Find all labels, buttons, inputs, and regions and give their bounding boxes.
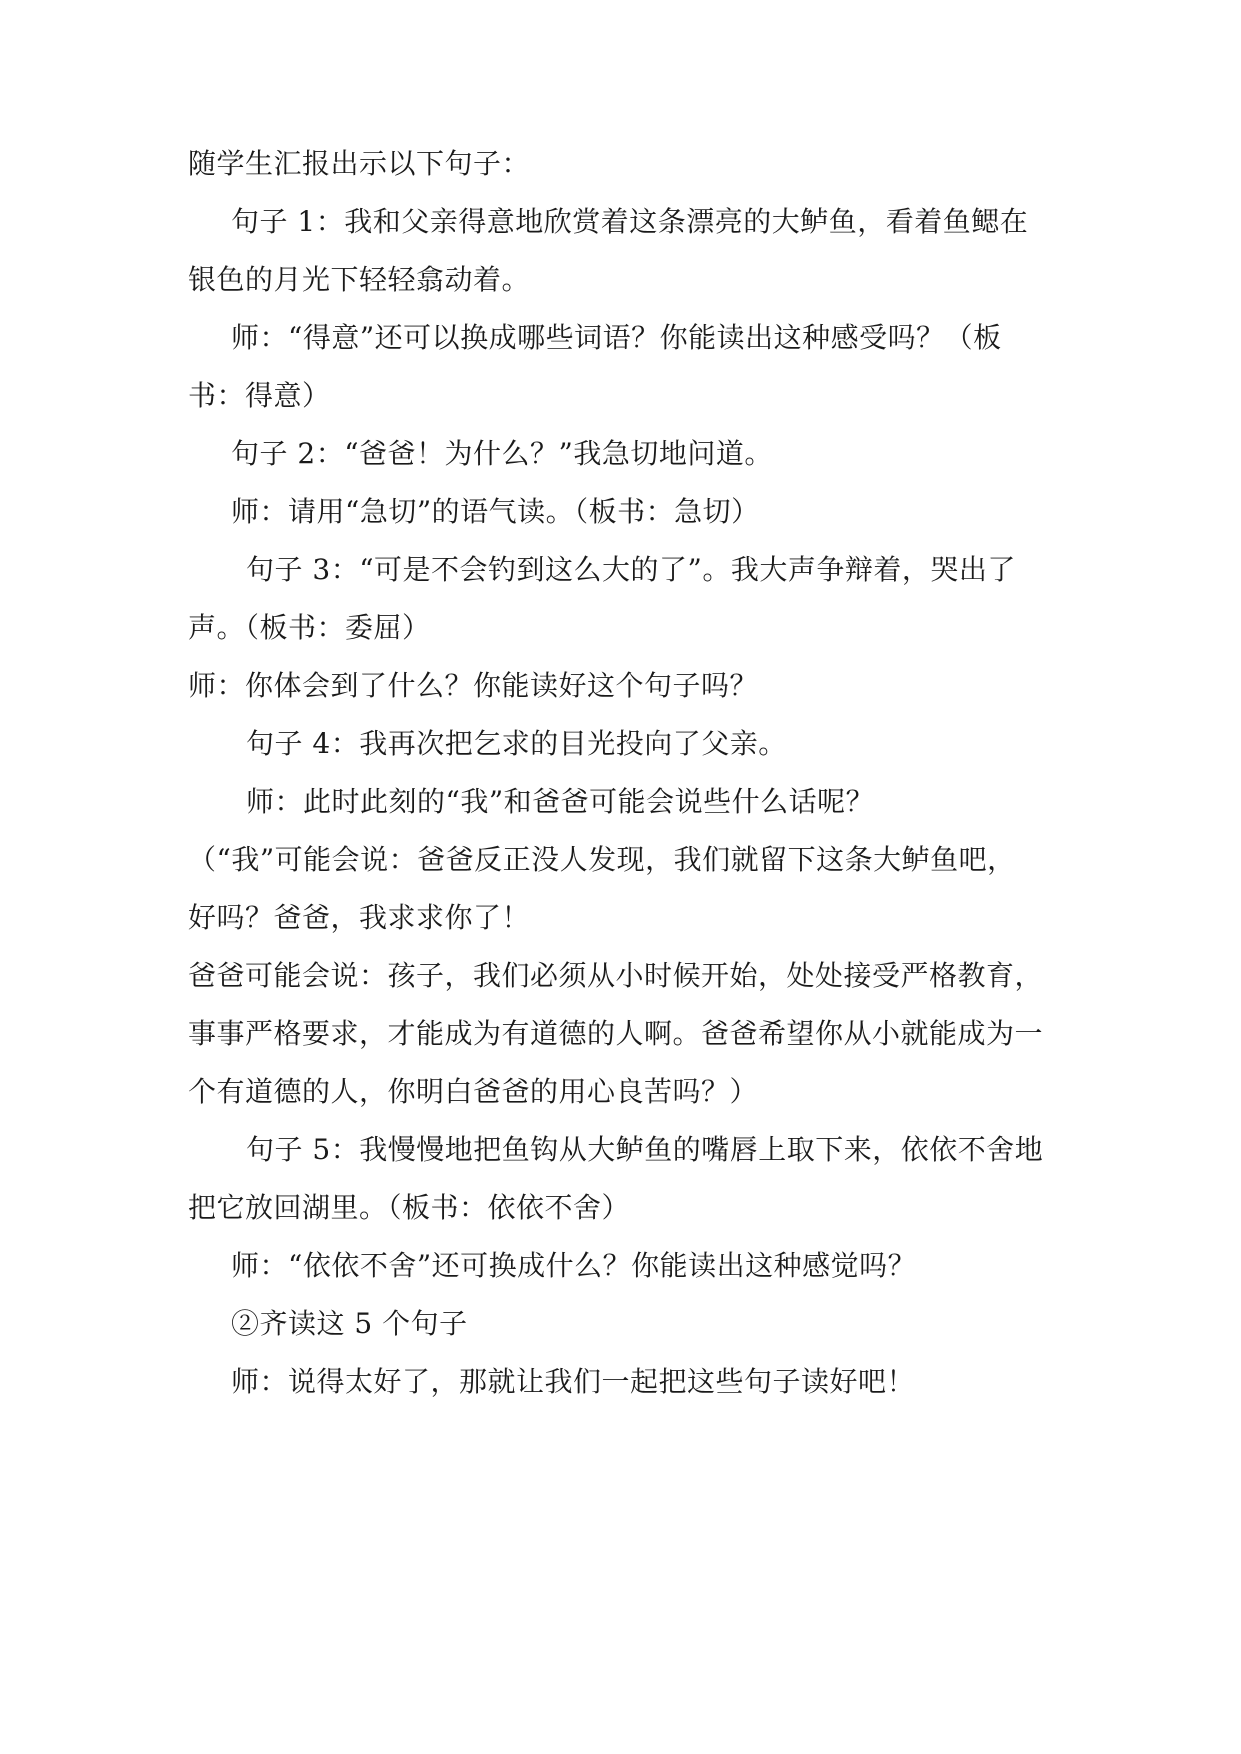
text-line: 书：得意） [188,379,331,412]
text-line: 句子 3：“可是不会钓到这么大的了”。我大声争辩着，哭出了 [246,553,1016,586]
text-line: 爸爸可能会说：孩子，我们必须从小时候开始，处处接受严格教育， [188,959,1044,992]
text-line: （“我”可能会说：爸爸反正没人发现，我们就留下这条大鲈鱼吧， [188,843,1016,876]
text-line: 句子 4：我再次把乞求的目光投向了父亲。 [246,727,787,760]
text-line: 个有道德的人，你明白爸爸的用心良苦吗？） [188,1075,759,1108]
text-line: 师：说得太好了，那就让我们一起把这些句子读好吧！ [231,1365,916,1398]
text-line: 声。（板书：委屈） [188,611,431,644]
text-line: 句子 2：“爸爸！为什么？”我急切地问道。 [231,437,773,470]
text-line: 师：“依依不舍”还可换成什么？你能读出这种感觉吗？ [231,1249,917,1282]
text-line: 师：你体会到了什么？你能读好这个句子吗？ [188,669,759,702]
text-line: 师：“得意”还可以换成哪些词语？你能读出这种感受吗？（板 [231,321,1002,354]
text-line: 银色的月光下轻轻翕动着。 [188,263,531,296]
text-line: 把它放回湖里。（板书：依依不舍） [188,1191,631,1224]
text-line: 好吗？爸爸，我求求你了！ [188,901,531,934]
text-line: 师：请用“急切”的语气读。（板书：急切） [231,495,760,528]
text-line: 师：此时此刻的“我”和爸爸可能会说些什么话呢？ [246,785,875,818]
text-line: 句子 5：我慢慢地把鱼钩从大鲈鱼的嘴唇上取下来，依依不舍地 [246,1133,1044,1166]
text-line: 句子 1：我和父亲得意地欣赏着这条漂亮的大鲈鱼，看着鱼鳃在 [231,205,1029,238]
text-line: ②齐读这 5 个句子 [231,1307,468,1340]
text-line: 事事严格要求，才能成为有道德的人啊。爸爸希望你从小就能成为一 [188,1017,1044,1050]
text-line: 随学生汇报出示以下句子： [188,147,531,180]
